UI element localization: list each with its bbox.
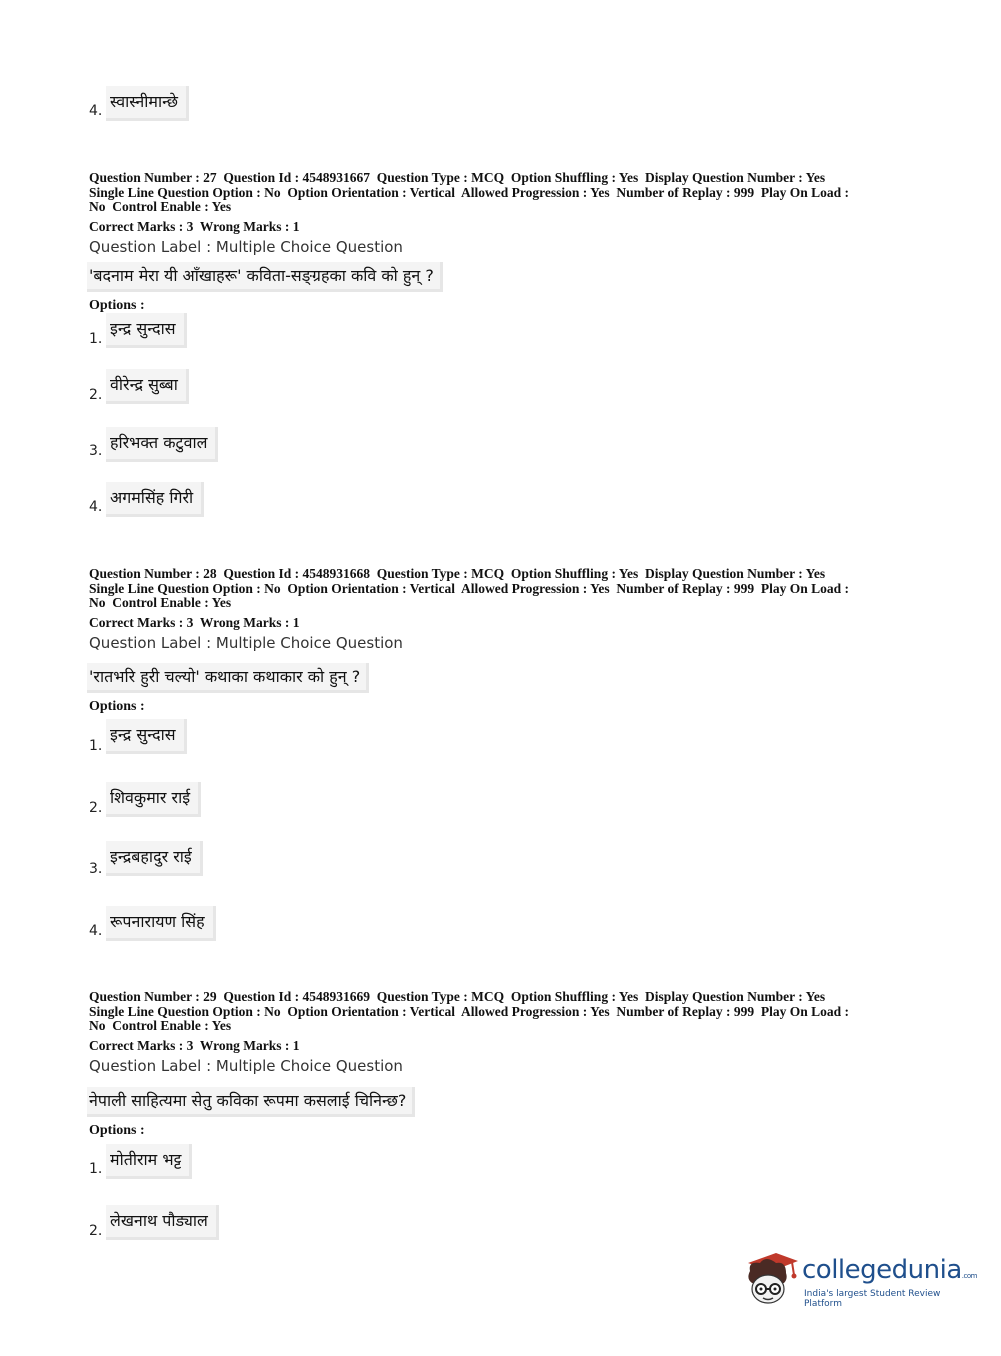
option-number: 2. bbox=[89, 1223, 103, 1239]
option-number: 3. bbox=[89, 443, 103, 459]
question-marks: Correct Marks : 3 Wrong Marks : 1 bbox=[89, 615, 300, 630]
question-label: Question Label : Multiple Choice Question bbox=[89, 1057, 403, 1075]
collegedunia-logo bbox=[742, 1249, 977, 1314]
brand-name: collegedunia.com bbox=[802, 1255, 977, 1285]
question-meta: Question Number : 29 Question Id : 4548931669 Question Type : MCQ Option Shuffling : Yes Display Question Number : Yes Single Line Question Option : No Option Orientation : Vertical Allowed Progression : Yes Number of Replay : 999 Play On Load : No Control Enable : Yes bbox=[89, 989, 850, 1033]
option-number: 4. bbox=[89, 499, 103, 515]
option-text: हरिभक्त कटुवाल bbox=[106, 427, 218, 462]
option-text: इन्द्रबहादुर राई bbox=[106, 841, 203, 876]
options-heading: Options : bbox=[89, 1123, 145, 1138]
question-text: 'रातभरि हुरी चल्यो' कथाका कथाकार को हुन् ? bbox=[87, 663, 369, 693]
option-text: लेखनाथ पौड्याल bbox=[106, 1205, 219, 1240]
mascot-icon bbox=[742, 1249, 800, 1313]
option-number: 2. bbox=[89, 387, 103, 403]
option-text: अगमसिंह गिरी bbox=[106, 482, 204, 517]
option-text: इन्द्र सुन्दास bbox=[106, 313, 187, 348]
question-marks: Correct Marks : 3 Wrong Marks : 1 bbox=[89, 219, 300, 234]
question-label: Question Label : Multiple Choice Question bbox=[89, 238, 403, 256]
option-number: 4. bbox=[89, 103, 103, 119]
option-text: स्वास्नीमान्छे bbox=[106, 86, 189, 121]
brand-suffix: .com bbox=[961, 1272, 977, 1280]
options-heading: Options : bbox=[89, 298, 145, 313]
option-number: 3. bbox=[89, 861, 103, 877]
option-number: 4. bbox=[89, 923, 103, 939]
option-text: शिवकुमार राई bbox=[106, 782, 201, 817]
option-number: 1. bbox=[89, 738, 103, 754]
question-text: नेपाली साहित्यमा सेतु कविका रूपमा कसलाई चिनिन्छ? bbox=[87, 1087, 415, 1117]
question-meta: Question Number : 27 Question Id : 4548931667 Question Type : MCQ Option Shuffling : Yes Display Question Number : Yes Single Line Question Option : No Option Orientation : Vertical Allowed Progression : Yes Number of Replay : 999 Play On Load : No Control Enable : Yes bbox=[89, 170, 850, 214]
option-text: वीरेन्द्र सुब्बा bbox=[106, 369, 189, 404]
option-number: 1. bbox=[89, 331, 103, 347]
option-text: मोतीराम भट्ट bbox=[106, 1144, 192, 1179]
question-meta: Question Number : 28 Question Id : 4548931668 Question Type : MCQ Option Shuffling : Yes Display Question Number : Yes Single Line Question Option : No Option Orientation : Vertical Allowed Progression : Yes Number of Replay : 999 Play On Load : No Control Enable : Yes bbox=[89, 566, 850, 610]
option-text: रूपनारायण सिंह bbox=[106, 906, 216, 941]
brand-tagline: India's largest Student Review Platform bbox=[804, 1289, 941, 1309]
option-text: इन्द्र सुन्दास bbox=[106, 719, 187, 754]
option-number: 2. bbox=[89, 800, 103, 816]
question-text: 'बदनाम मेरा यी आँखाहरू' कविता-सङ्ग्रहका कवि को हुन् ? bbox=[87, 262, 443, 292]
option-number: 1. bbox=[89, 1161, 103, 1177]
options-heading: Options : bbox=[89, 699, 145, 714]
question-label: Question Label : Multiple Choice Question bbox=[89, 634, 403, 652]
question-marks: Correct Marks : 3 Wrong Marks : 1 bbox=[89, 1038, 300, 1053]
